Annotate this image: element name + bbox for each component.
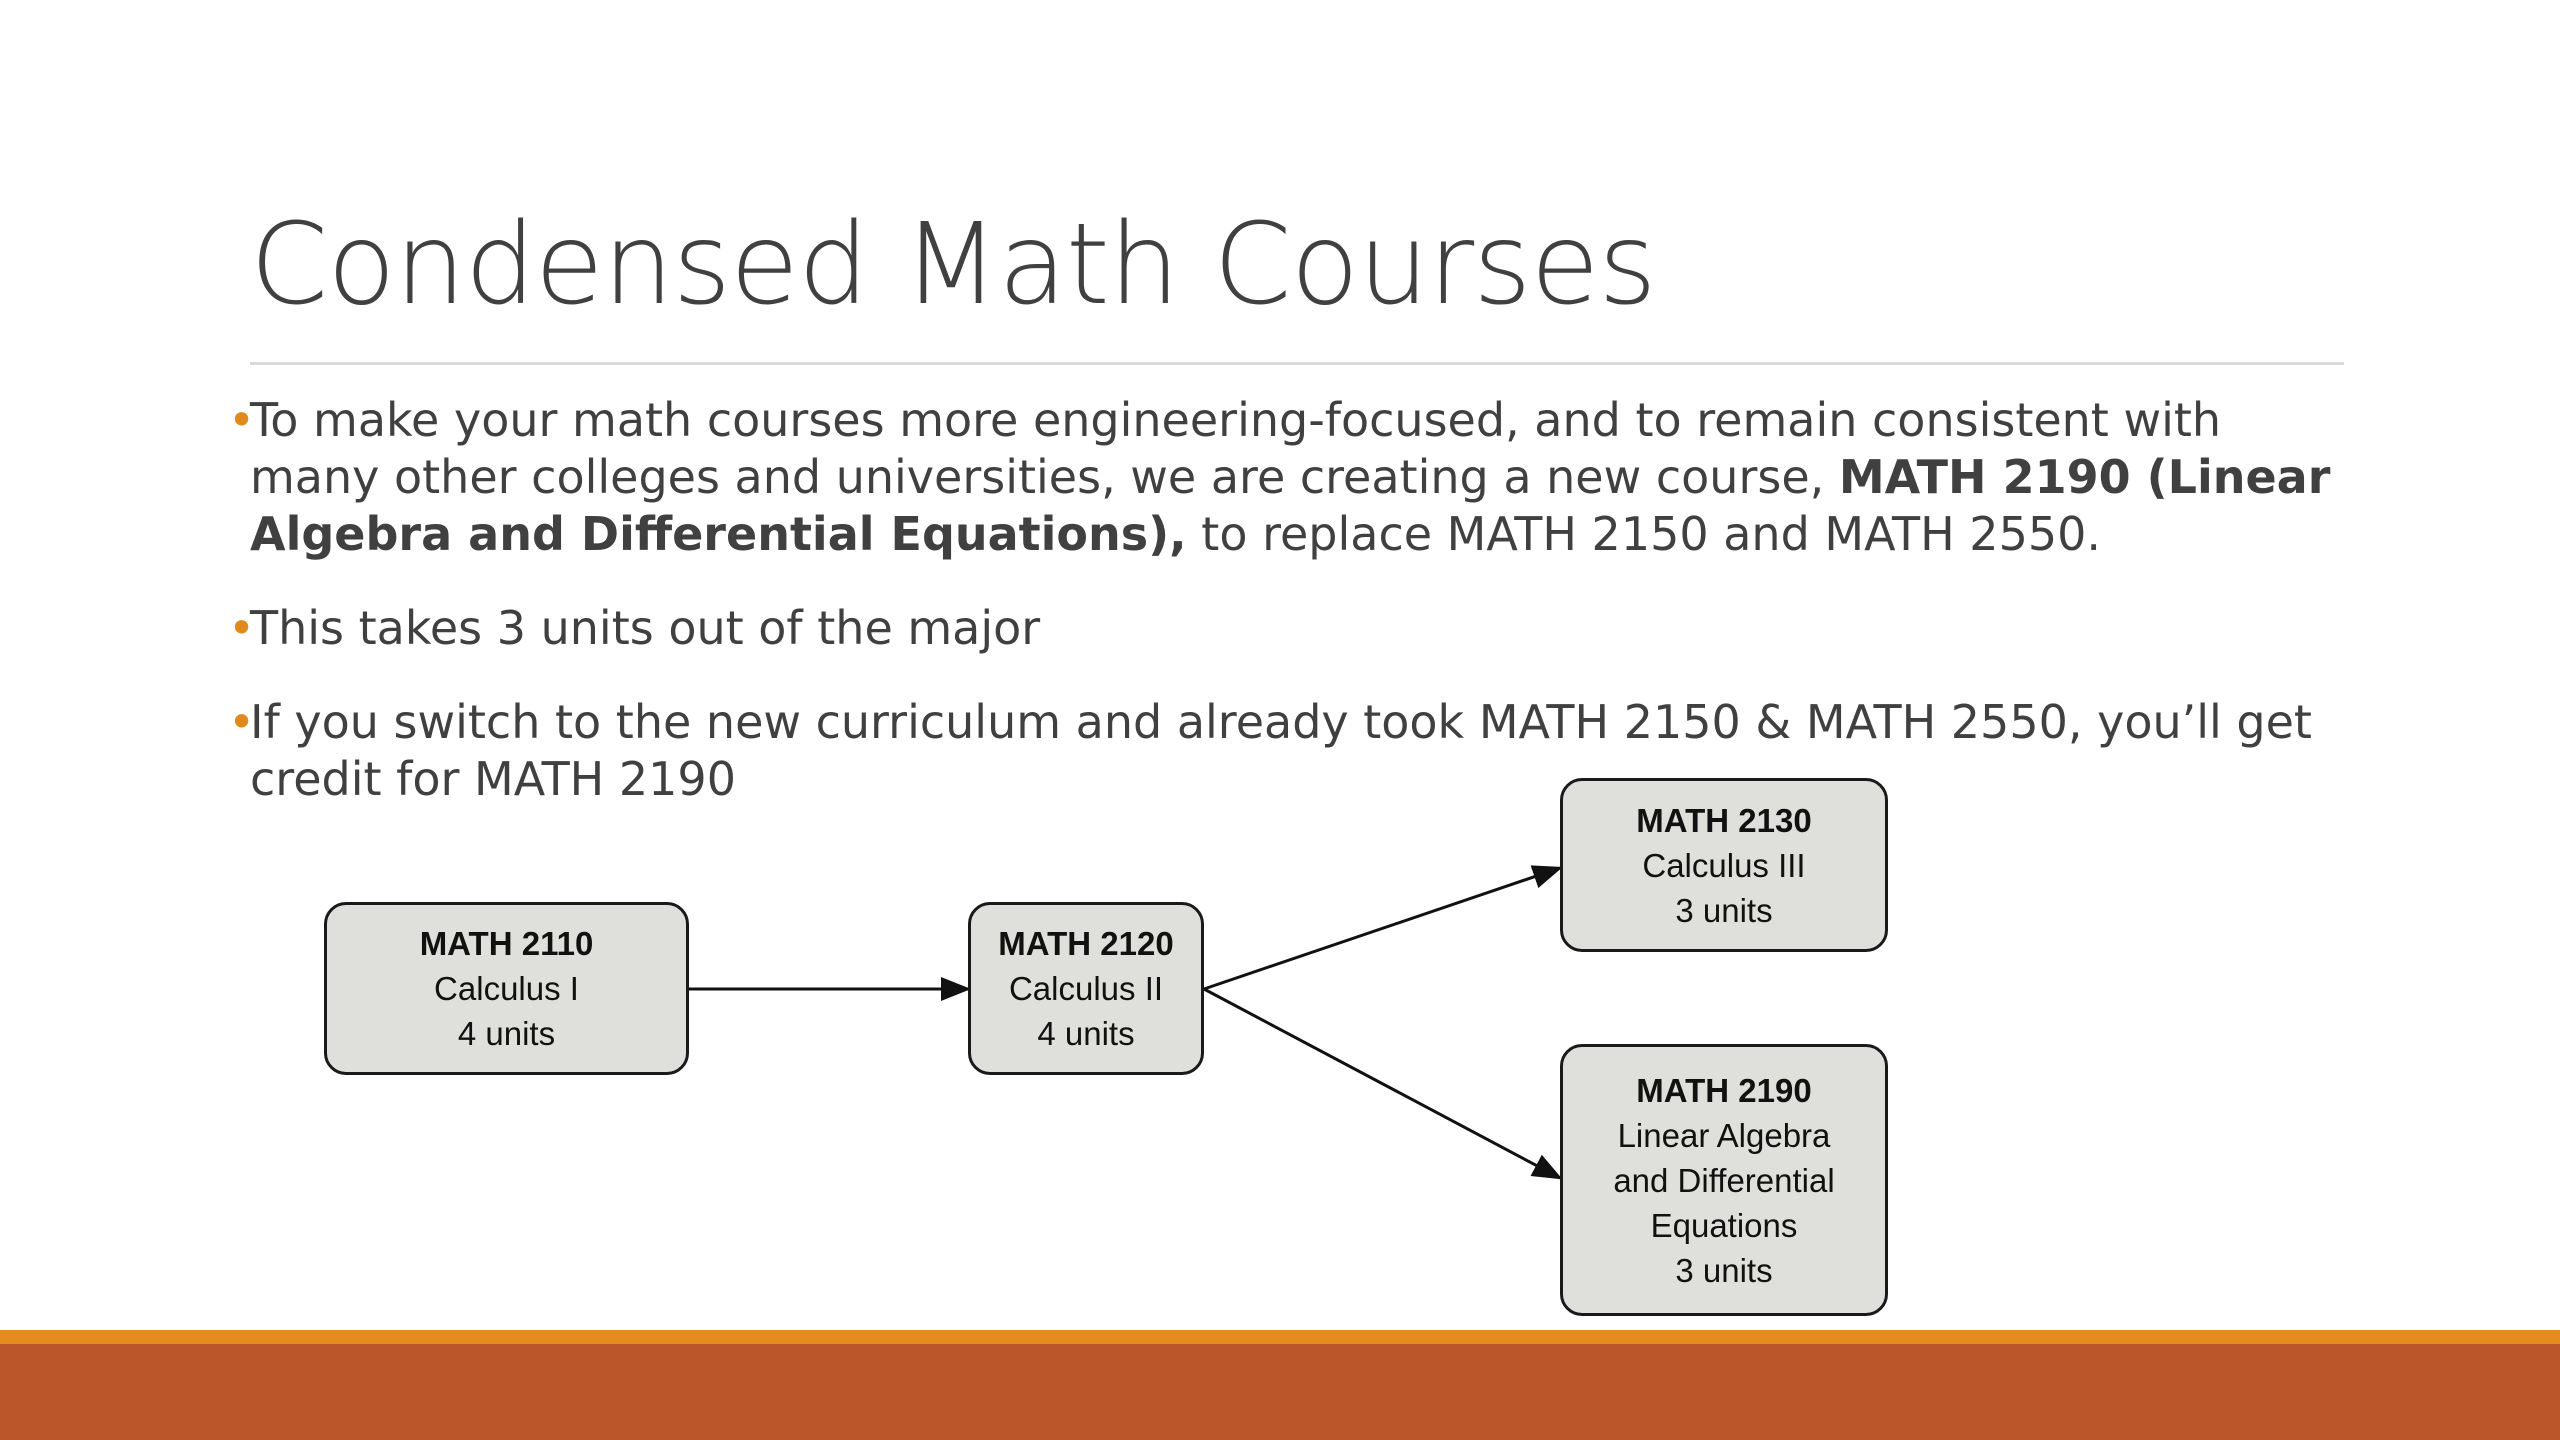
bullet-text: To make your math courses more engineering-focused, and to remain consistent with many other colleges and universities, we are creating a new course, [250, 393, 2222, 504]
course-code: MATH 2110 [419, 925, 594, 962]
course-code: MATH 2190 [1636, 1071, 1812, 1109]
bullet-list [228, 392, 2348, 845]
title-divider [250, 362, 2344, 365]
footer-accent-stripe [0, 1330, 2560, 1344]
slide-title: Condensed Math Courses [250, 200, 1656, 330]
course-code: MATH 2120 [998, 925, 1174, 962]
course-node-math-2110 [324, 902, 689, 1075]
edge-2120-to-2190 [1204, 989, 1560, 1178]
bullet-marker: • [228, 695, 256, 749]
course-name-line-3: Equations [1650, 1206, 1798, 1244]
course-name: Calculus II [1008, 970, 1164, 1007]
course-node-math-2190 [1560, 1044, 1888, 1316]
bullet-text: If you switch to the new curriculum and already took MATH 2150 & MATH 2550, you’ll get credit for MATH 2190 [250, 695, 2312, 806]
course-node-math-2130 [1560, 778, 1888, 952]
course-units: 3 units [1675, 891, 1773, 929]
course-name-line-2: and Differential [1613, 1161, 1835, 1199]
edge-2120-to-2130 [1204, 868, 1560, 989]
bullet-item-1 [228, 392, 2348, 563]
bullet-marker: • [228, 601, 256, 655]
course-name-line-1: Linear Algebra [1617, 1116, 1831, 1154]
course-units: 3 units [1675, 1251, 1773, 1289]
bullet-text: to replace MATH 2150 and MATH 2550. [1186, 507, 2101, 561]
footer-band [0, 1344, 2560, 1440]
bullet-marker: • [228, 393, 256, 447]
course-code: MATH 2130 [1636, 801, 1812, 839]
bullet-item-2 [228, 600, 2348, 657]
course-units: 4 units [1037, 1015, 1135, 1052]
course-name: Calculus III [1642, 846, 1806, 884]
bullet-text-bold: MATH 2190 (Linear Algebra and Differential Equations), [250, 450, 2331, 561]
bullet-item-3 [228, 694, 2348, 808]
course-name: Calculus I [434, 970, 579, 1007]
course-node-math-2120 [968, 902, 1204, 1075]
course-units: 4 units [457, 1015, 556, 1052]
bullet-text: This takes 3 units out of the major [250, 601, 1041, 655]
